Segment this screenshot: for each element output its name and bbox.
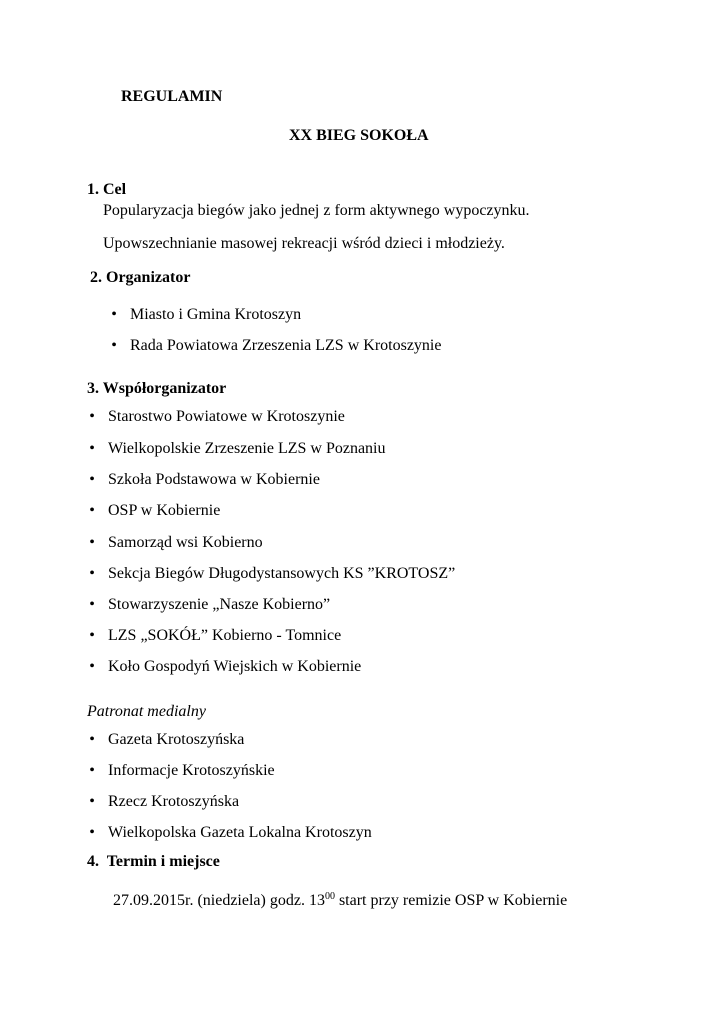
list-item-label: Rzecz Krotoszyńska [108,793,240,810]
list-item-label: LZS „SOKÓŁ” Kobierno - Tomnice [108,627,342,644]
event-date: 27.09.2015r. (niedziela) godz. 13 [113,892,325,909]
section-heading-wspolorganizator: 3. Współorganizator [87,380,227,397]
list-item-label: Rada Powiatowa Zrzeszenia LZS w Krotoszynie [130,337,442,354]
bullet-icon: • [89,471,95,488]
list-item-label: OSP w Kobiernie [108,502,221,519]
list-item-label: Miasto i Gmina Krotoszyn [130,306,302,323]
section-text: Popularyzacja biegów jako jednej z form aktywnego wypoczynku. [103,202,530,219]
document-title: REGULAMIN [121,88,223,105]
list-item-label: Wielkopolska Gazeta Lokalna Krotoszyn [108,824,372,841]
event-place: start przy remizie OSP w Kobiernie [334,892,568,909]
bullet-icon: • [89,534,95,551]
event-datetime-place [113,891,567,911]
bullet-icon: • [89,565,95,582]
list-item-label: Starostwo Powiatowe w Krotoszynie [108,408,345,425]
list-item-label: Sekcja Biegów Długodystansowych KS ”KROTOSZ” [108,565,456,582]
list-item-label: Informacje Krotoszyńskie [108,762,275,779]
bullet-icon: • [89,440,95,457]
event-time-minutes: 00 [324,891,335,902]
bullet-icon: • [89,596,95,613]
list-item-label: Wielkopolskie Zrzeszenie LZS w Poznaniu [108,440,386,457]
bullet-icon: • [111,306,117,323]
bullet-icon: • [89,824,95,841]
section-heading-termin: 4. Termin i miejsce [87,853,220,870]
patronat-heading: Patronat medialny [87,703,206,720]
list-item-label: Szkoła Podstawowa w Kobiernie [108,471,320,488]
document-subtitle: XX BIEG SOKOŁA [289,127,429,144]
section-heading-organizator: 2. Organizator [90,269,191,286]
section-text: Upowszechnianie masowej rekreacji wśród dzieci i młodzieży. [103,235,505,252]
bullet-icon: • [89,658,95,675]
list-item-label: Koło Gospodyń Wiejskich w Kobiernie [108,658,362,675]
bullet-icon: • [111,337,117,354]
bullet-icon: • [89,731,95,748]
list-item-label: Gazeta Krotoszyńska [108,731,245,748]
bullet-icon: • [89,502,95,519]
bullet-icon: • [89,408,95,425]
list-item-label: Stowarzyszenie „Nasze Kobierno” [108,596,331,613]
bullet-icon: • [89,762,95,779]
bullet-icon: • [89,793,95,810]
section-heading-cel: 1. Cel [87,181,127,198]
list-item-label: Samorząd wsi Kobierno [108,534,263,551]
bullet-icon: • [89,627,95,644]
